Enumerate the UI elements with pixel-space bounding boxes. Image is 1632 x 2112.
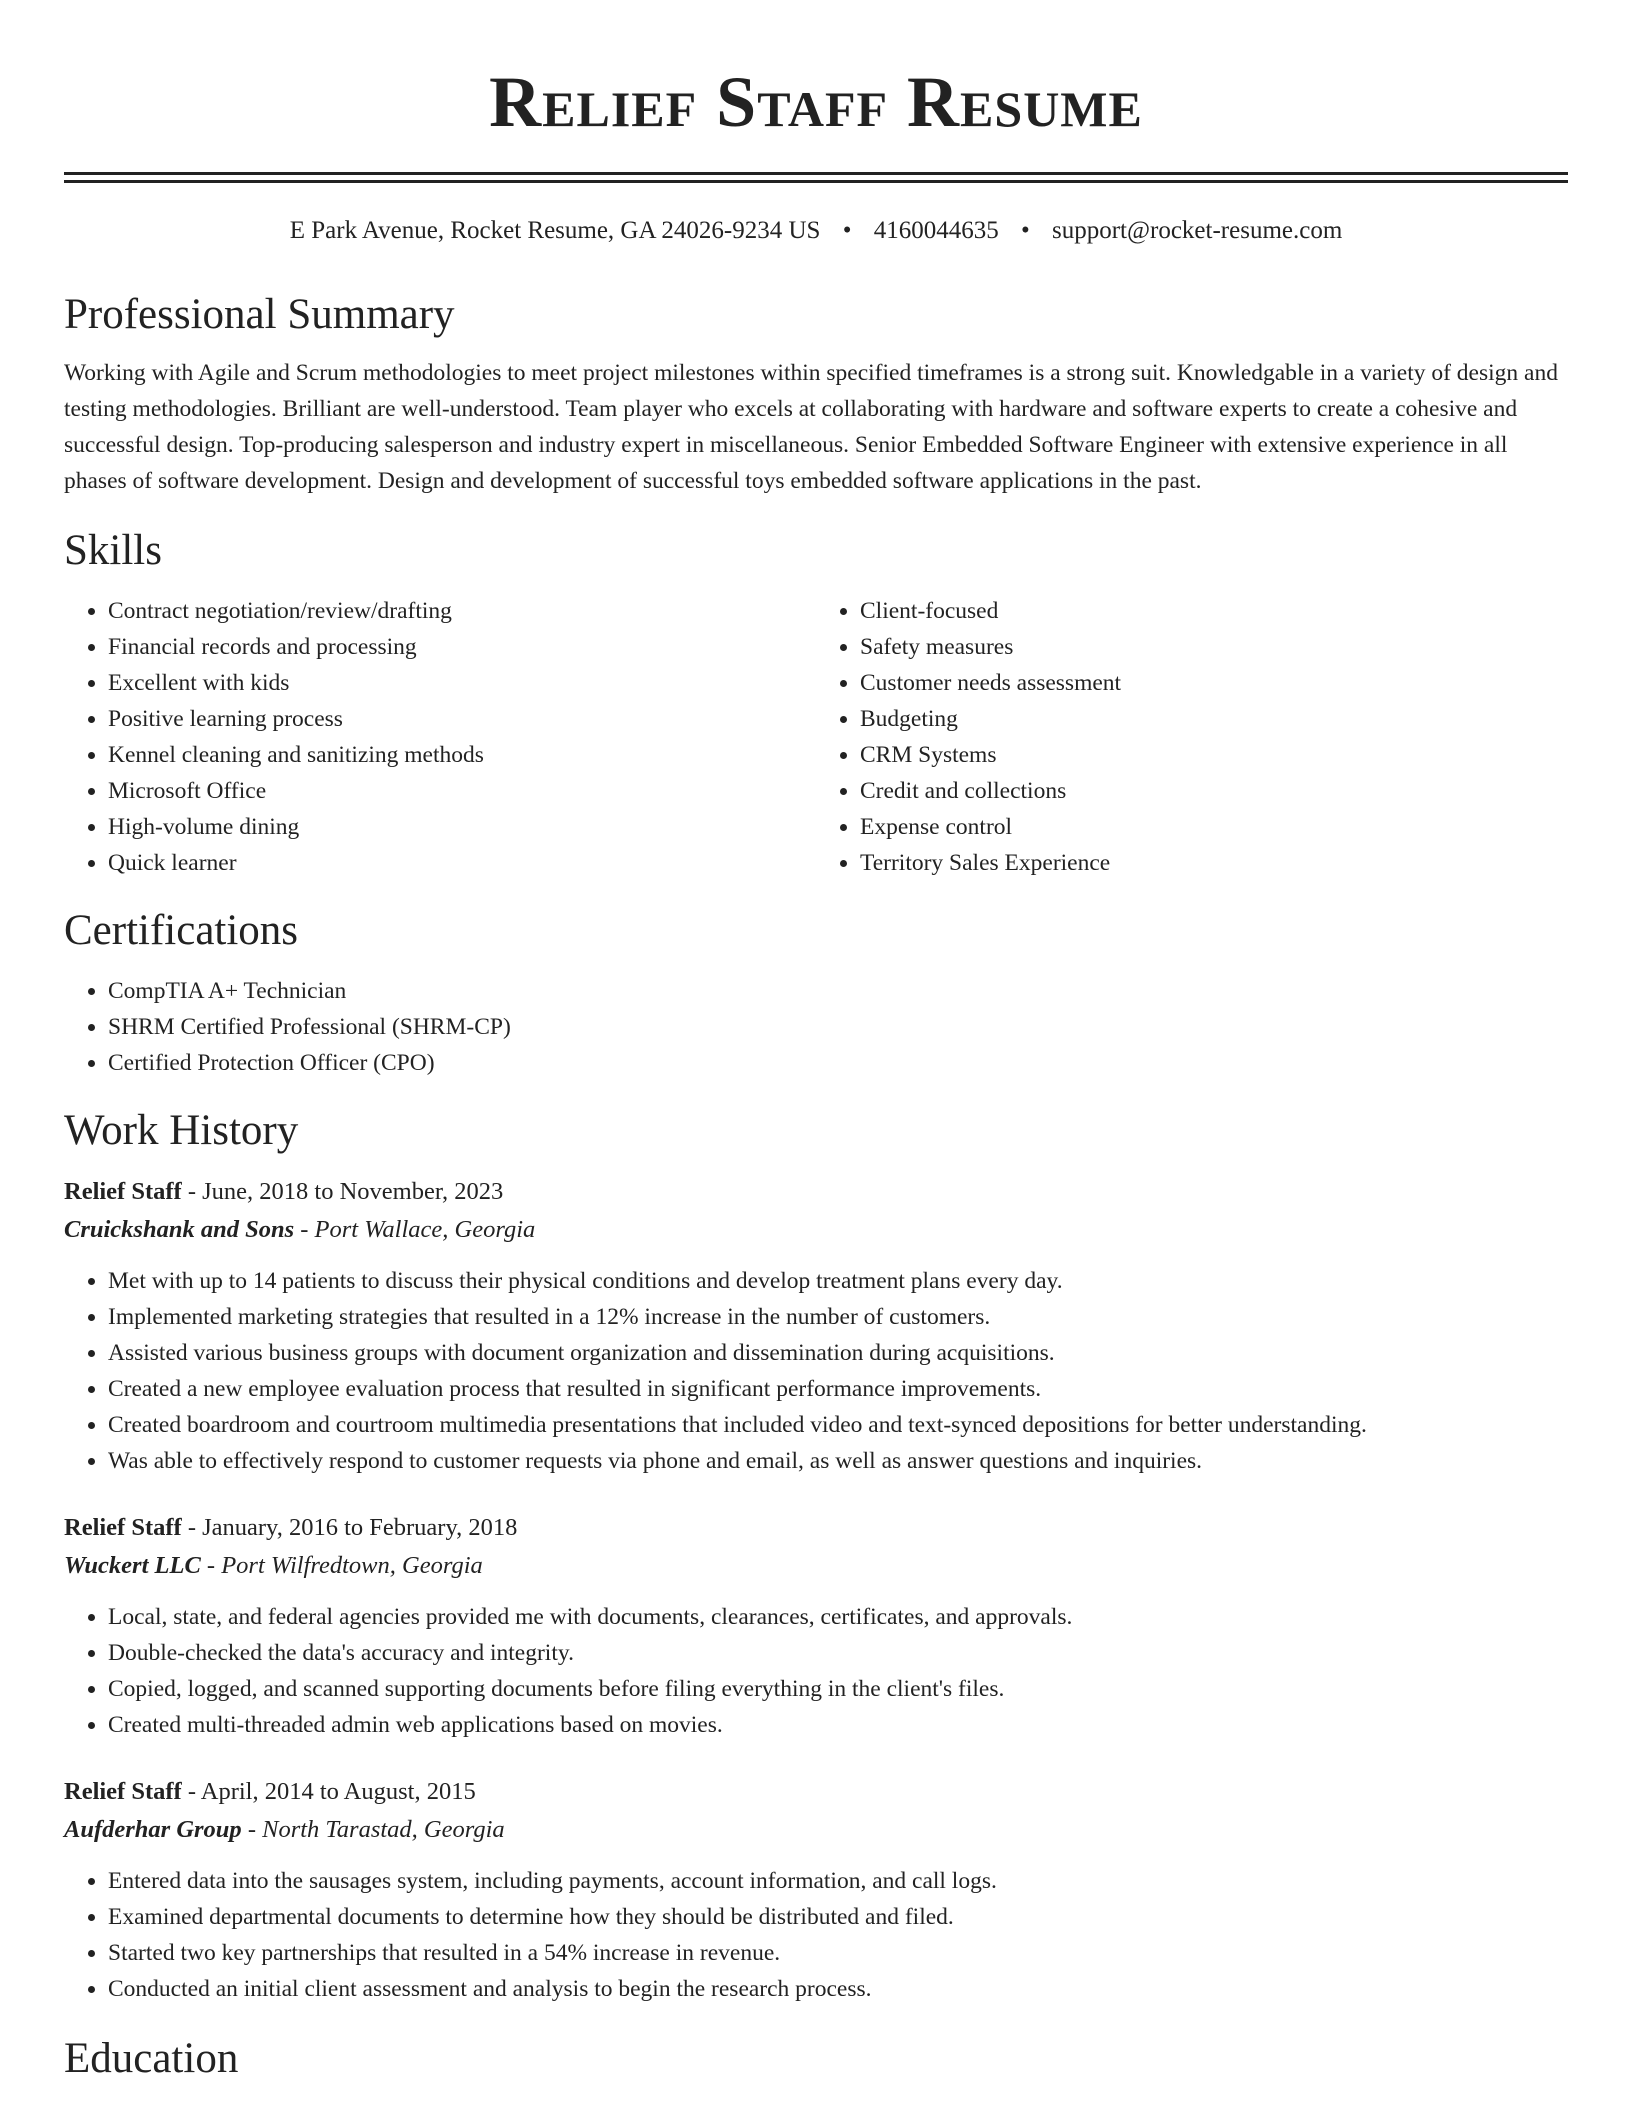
work-history-heading: Work History [64,1107,299,1154]
job-location: - Port Wallace, Georgia [294,1216,536,1243]
skill-item: • Credit and collections [860,773,1568,809]
job-dates: - April, 2014 to August, 2015 [181,1778,476,1805]
title-double-rule [64,172,1568,183]
education-heading: Education [64,2035,239,2082]
job-company: Wuckert LLC [64,1552,201,1579]
job-company-line [64,1547,1568,1585]
job-bullet: • Local, state, and federal agencies provided me with documents, clearances, certificates, and approvals. [108,1599,1568,1635]
job-entry [64,1773,1568,2007]
job-entry [64,1173,1568,1479]
skill-item: • Budgeting [860,701,1568,737]
job-bullet: • Implemented marketing strategies that resulted in a 12% increase in the number of customers. [108,1299,1568,1335]
summary-heading: Professional Summary [64,291,455,338]
skills-columns [64,593,1568,881]
work-history-list [64,1173,1568,2007]
resume-title: Relief Staff Resume [489,62,1143,142]
skills-heading: Skills [64,527,162,574]
job-dates: - January, 2016 to February, 2018 [181,1514,518,1541]
job-location: - North Tarastad, Georgia [241,1816,505,1843]
certifications-heading: Certifications [64,907,299,954]
job-bullet: • Copied, logged, and scanned supporting documents before filing everything in the client's files. [108,1671,1568,1707]
contact-address: E Park Avenue, Rocket Resume, GA 24026-9234 US [289,217,821,244]
job-bullet: • Entered data into the sausages system, including payments, account information, and call logs. [108,1863,1568,1899]
job-bullets [64,1599,1568,1743]
job-bullet: • Was able to effectively respond to customer requests via phone and email, as well as answer questions and inquiries. [108,1443,1568,1479]
skill-item: • Excellent with kids [108,665,816,701]
skill-item: • Territory Sales Experience [860,845,1568,881]
contact-phone: 4160044635 [873,217,999,244]
job-bullets [64,1863,1568,2007]
job-company-line [64,1211,1568,1249]
skill-item: • CRM Systems [860,737,1568,773]
skill-item: • Financial records and processing [108,629,816,665]
skills-list-left [64,593,816,881]
job-bullet: • Double-checked the data's accuracy and integrity. [108,1635,1568,1671]
job-bullet: • Assisted various business groups with document organization and dissemination during acquisitions. [108,1335,1568,1371]
summary-text: Working with Agile and Scrum methodologies to meet project milestones within specified timeframes is a strong suit. Knowledgable in a variety of design and testing methodologies. Brilliant are well-understood. Team player who excels at collaborating with hardware and software experts to create a cohesive and successful design. Top-producing salesperson and industry expert in miscellaneous. Senior Embedded Software Engineer with extensive experience in all phases of software development. Design and development of successful toys embedded software applications in the past. [64,360,1558,494]
skill-item: • Client-focused [860,593,1568,629]
certification-item: • CompTIA A+ Technician [108,973,1568,1009]
contact-email: support@rocket-resume.com [1051,217,1343,244]
contact-line [64,213,1568,249]
job-company: Cruickshank and Sons [64,1216,295,1243]
job-title: Relief Staff [64,1178,182,1205]
job-title-line [64,1173,1568,1211]
skill-item: • Safety measures [860,629,1568,665]
skill-item: • Kennel cleaning and sanitizing methods [108,737,816,773]
skill-item: • High-volume dining [108,809,816,845]
job-title-line [64,1773,1568,1811]
skill-item: • Microsoft Office [108,773,816,809]
job-dates: - June, 2018 to November, 2023 [181,1178,504,1205]
skill-item: • Positive learning process [108,701,816,737]
job-company-line [64,1811,1568,1849]
contact-separator: • [842,217,852,244]
job-company: Aufderhar Group [64,1816,242,1843]
skill-item: • Expense control [860,809,1568,845]
skill-item: • Contract negotiation/review/drafting [108,593,816,629]
job-bullet: • Started two key partnerships that resulted in a 54% increase in revenue. [108,1935,1568,1971]
contact-separator: • [1020,217,1030,244]
certification-item: • SHRM Certified Professional (SHRM-CP) [108,1009,1568,1045]
job-title: Relief Staff [64,1514,182,1541]
job-bullet: • Met with up to 14 patients to discuss their physical conditions and develop treatment plans every day. [108,1263,1568,1299]
certifications-list [64,973,1568,1081]
job-title: Relief Staff [64,1778,182,1805]
job-bullet: • Examined departmental documents to determine how they should be distributed and filed. [108,1899,1568,1935]
skill-item: • Quick learner [108,845,816,881]
job-bullet: • Conducted an initial client assessment and analysis to begin the research process. [108,1971,1568,2007]
skills-list-right [816,593,1568,881]
skill-item: • Customer needs assessment [860,665,1568,701]
job-bullet: • Created boardroom and courtroom multimedia presentations that included video and text-synced depositions for better understanding. [108,1407,1568,1443]
job-entry [64,1509,1568,1743]
job-title-line [64,1509,1568,1547]
job-bullet: • Created multi-threaded admin web applications based on movies. [108,1707,1568,1743]
job-bullets [64,1263,1568,1479]
certification-item: • Certified Protection Officer (CPO) [108,1045,1568,1081]
job-bullet: • Created a new employee evaluation process that resulted in significant performance improvements. [108,1371,1568,1407]
job-location: - Port Wilfredtown, Georgia [200,1552,483,1579]
